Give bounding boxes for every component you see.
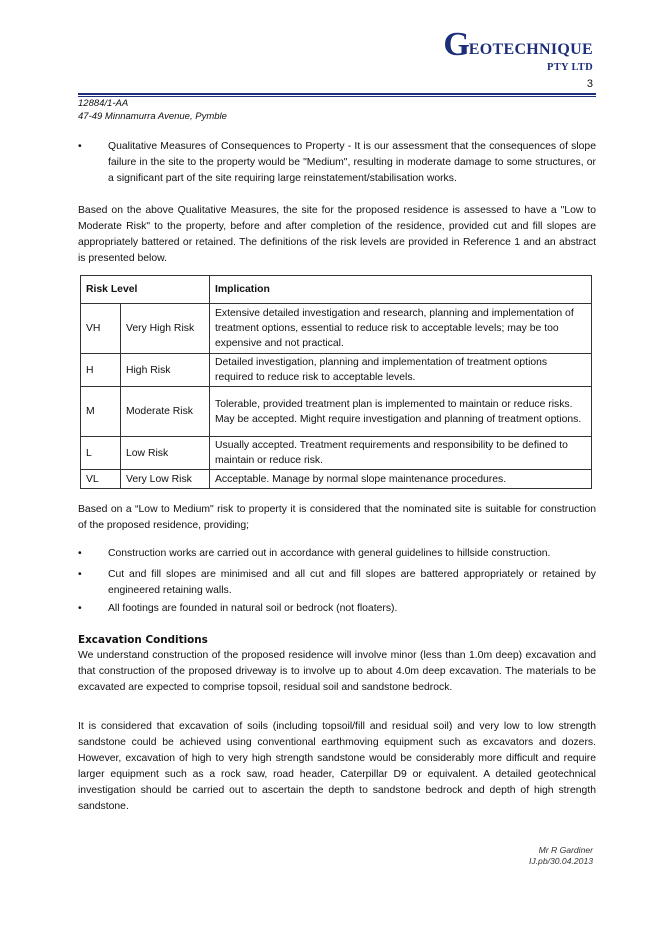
page-number: 3 — [586, 78, 593, 90]
job-number: 12884/1-AA — [78, 98, 129, 109]
header-implication: Implication — [210, 276, 592, 304]
table-row — [81, 304, 592, 354]
document-reference — [78, 97, 227, 123]
logo-name: EOTECHNIQUE — [468, 40, 593, 58]
table-row — [81, 354, 592, 387]
list-item — [78, 567, 596, 599]
footer-ref: IJ.pb/30.04.2013 — [528, 856, 593, 866]
bullet-symbol: • — [78, 569, 82, 580]
table-row — [81, 470, 592, 489]
list-item — [78, 139, 596, 187]
list-item — [78, 601, 596, 617]
list-item — [78, 546, 596, 562]
risk-name: Low Risk — [121, 437, 210, 470]
risk-name: Very Low Risk — [121, 470, 210, 489]
risk-implication: Usually accepted. Treatment requirements and responsibility to be defined to maintain or reduce risk. — [210, 437, 592, 470]
risk-code: M — [81, 387, 121, 437]
footer — [529, 845, 593, 867]
bullet-text: Qualitative Measures of Consequences to Property - It is our assessment that the consequences of slope failure in the site to the property would be "Medium", resulting in moderate damage to some structures, or a significant part of the site requiring large reinstatement/stabilisation works. — [108, 141, 596, 184]
logo-wordmark — [443, 26, 593, 63]
footer-addressee: Mr R Gardiner — [538, 845, 593, 855]
risk-code: H — [81, 354, 121, 387]
logo-initial: G — [443, 26, 470, 63]
risk-implication: Detailed investigation, planning and implementation of treatment options required to reduce risk to acceptable levels. — [210, 354, 592, 387]
company-logo — [443, 26, 593, 73]
header-risk-level: Risk Level — [81, 276, 210, 304]
risk-code: VH — [81, 304, 121, 354]
bullet-symbol: • — [78, 141, 82, 152]
risk-name: Very High Risk — [121, 304, 210, 354]
risk-name: Moderate Risk — [121, 387, 210, 437]
bullet-text: Construction works are carried out in accordance with general guidelines to hillside construction. — [108, 548, 551, 559]
logo-subtitle: PTY LTD — [547, 61, 593, 73]
risk-implication: Tolerable, provided treatment plan is implemented to maintain or reduce risks. May be accepted. Might require investigation and planning of treatment options. — [210, 387, 592, 437]
paragraph-excavation-equipment: It is considered that excavation of soils (including topsoil/fill and residual soil) and very low to low strength sandstone could be achieved using conventional earthmoving equipment such as excavators and dozers. However, excavation of high to very high strength sandstone would be considerably more difficult and require larger equipment such as a rock saw, road header, Caterpillar D9 or equivalent. A detailed geotechnical investigation should be carried out to ascertain the depth to sandstone bedrock and depth of high strength sandstone. — [78, 721, 596, 812]
risk-name: High Risk — [121, 354, 210, 387]
risk-level-table — [80, 275, 592, 489]
paragraph-risk-assessment: Based on the above Qualitative Measures, the site for the proposed residence is assessed to have a "Low to Moderate Risk" to the property, before and after completion of the residence, provided cut and fill slopes are appropriately battered or retained. The definitions of the risk levels are provided in Reference 1 and an abstract is presented below. — [78, 205, 596, 264]
risk-implication: Acceptable. Manage by normal slope maintenance procedures. — [210, 470, 592, 489]
bullet-symbol: • — [78, 603, 82, 614]
paragraph-excavation: We understand construction of the proposed residence will involve minor (less than 1.0m deep) excavation and that construction of the proposed driveway is to involve up to about 4.0m deep excavation. The materials to be excavated are expected to comprise topsoil, residual soil and sandstone bedrock. — [78, 650, 596, 693]
risk-code: VL — [81, 470, 121, 489]
risk-implication: Extensive detailed investigation and research, planning and implementation of treatment options, essential to reduce risk to acceptable levels; may be too expensive and not practical. — [210, 304, 592, 354]
bullet-text: Cut and fill slopes are minimised and all cut and fill slopes are battered appropriately or retained by engineered retaining walls. — [108, 569, 596, 596]
table-row — [81, 437, 592, 470]
table-header-row — [81, 276, 592, 304]
table-row — [81, 387, 592, 437]
risk-code: L — [81, 437, 121, 470]
site-address: 47-49 Minnamurra Avenue, Pymble — [78, 111, 227, 122]
paragraph-suitability: Based on a “Low to Medium" risk to property it is considered that the nominated site is suitable for construction of the proposed residence, providing; — [78, 504, 596, 531]
bullet-symbol: • — [78, 548, 82, 559]
header-rule — [78, 93, 596, 95]
section-heading: Excavation Conditions — [78, 634, 208, 646]
bullet-text: All footings are founded in natural soil or bedrock (not floaters). — [108, 603, 398, 614]
